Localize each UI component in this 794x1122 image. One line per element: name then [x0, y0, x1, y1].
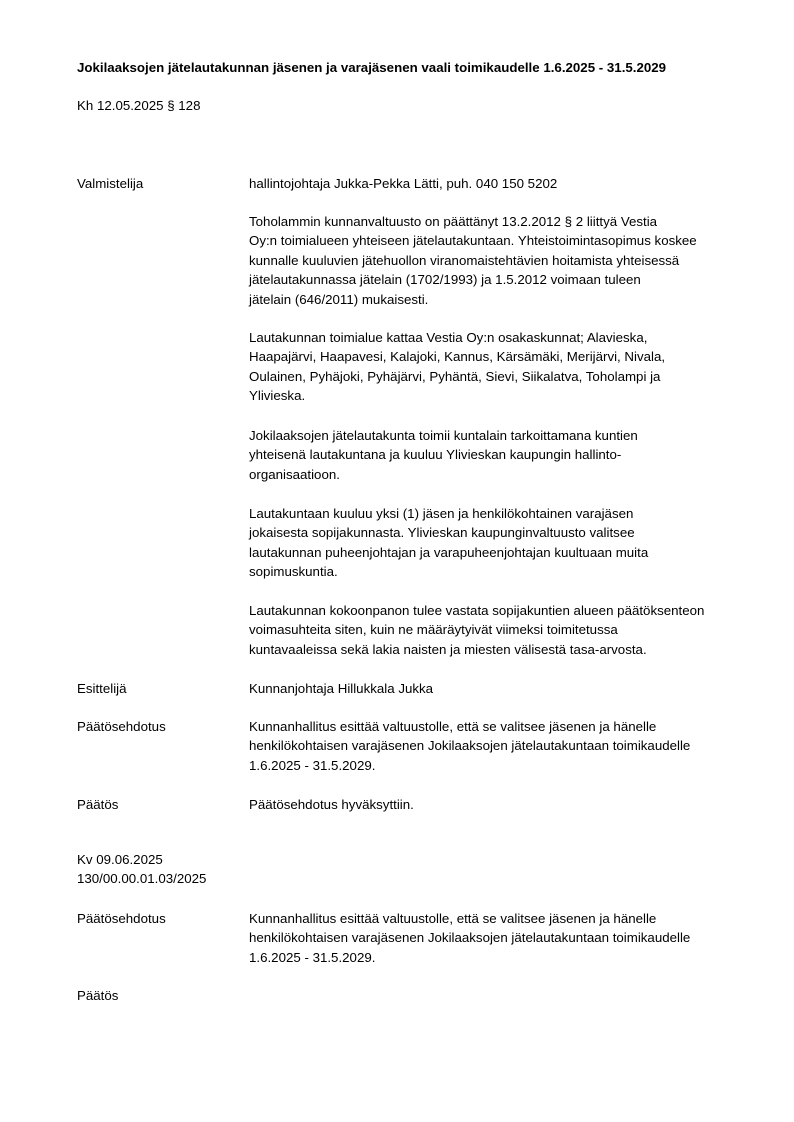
paragraph-line: jätelain (646/2011) mukaisesti.: [249, 291, 429, 307]
kh-paatosehdotus-label: Päätösehdotus: [77, 719, 166, 734]
paragraph-line: Haapajärvi, Haapavesi, Kalajoki, Kannus, Kärsämäki, Merijärvi, Nivala,: [249, 349, 666, 365]
paragraph-line: Ylivieska.: [249, 388, 306, 404]
paragraph-line: Toholammin kunnanvaltuusto on päättänyt 13.2.2012 § 2 liittyä Vestia: [249, 214, 658, 229]
kv-paatos-label: Päätös: [77, 988, 119, 1003]
kv-paatosehdotus-text: [249, 909, 754, 967]
paragraph-line: Oulainen, Pyhäjoki, Pyhäjärvi, Pyhäntä, Sievi, Siikalatva, Toholampi ja: [249, 368, 661, 384]
paragraph-3: [249, 426, 754, 484]
valmistelija-label: Valmistelija: [77, 176, 144, 191]
paragraph-line: yhteisenä lautakuntana ja kuuluu Ylivieskan kaupungin hallinto-: [249, 447, 622, 463]
document-title: Jokilaaksojen jätelautakunnan jäsenen ja varajäsenen vaali toimikaudelle 1.6.2025 - 31.5.2029: [77, 60, 667, 75]
paragraph-line: organisaatioon.: [249, 466, 340, 482]
paragraph-line: Lautakunnan kokoonpanon tulee vastata sopijakuntien alueen päätöksenteon: [249, 603, 705, 618]
esittelija-value: Kunnanjohtaja Hillukkala Jukka: [249, 681, 434, 696]
paragraph-4: [249, 504, 754, 582]
paragraph-2: [249, 328, 754, 406]
kh-reference: Kh 12.05.2025 § 128: [77, 98, 201, 113]
paragraph-line: kunnalle kuuluvien jätehuollon viranomaistehtävien hoitamista yhteisessä: [249, 252, 680, 268]
esittelija-label: Esittelijä: [77, 681, 127, 696]
paragraph-line: 1.6.2025 - 31.5.2029.: [249, 949, 376, 965]
kh-paatosehdotus-text: [249, 717, 754, 775]
paragraph-line: lautakunnan puheenjohtajan ja varapuheenjohtajan kuultuaan muita: [249, 544, 649, 560]
paragraph-line: sopimuskuntia.: [249, 564, 338, 580]
paragraph-line: kuntavaaleissa sekä lakia naisten ja miesten välisestä tasa-arvosta.: [249, 641, 647, 657]
kv-case-number: 130/00.00.01.03/2025: [77, 871, 207, 886]
paragraph-line: henkilökohtaisen varajäsenen Jokilaaksojen jätelautakuntaan toimikaudelle: [249, 930, 691, 946]
paragraph-line: Kunnanhallitus esittää valtuustolle, että se valitsee jäsenen ja hänelle: [249, 719, 657, 734]
kh-paatos-label: Päätös: [77, 797, 119, 812]
kv-reference: Kv 09.06.2025: [77, 852, 163, 867]
kh-paatos-value: Päätösehdotus hyväksyttiin.: [249, 797, 414, 812]
paragraph-line: Lautakunnan toimialue kattaa Vestia Oy:n osakaskunnat; Alavieska,: [249, 330, 648, 345]
kv-paatosehdotus-label: Päätösehdotus: [77, 911, 166, 926]
paragraph-line: Jokilaaksojen jätelautakunta toimii kuntalain tarkoittamana kuntien: [249, 428, 638, 443]
paragraph-line: 1.6.2025 - 31.5.2029.: [249, 757, 376, 773]
valmistelija-value: hallintojohtaja Jukka-Pekka Lätti, puh. 040 150 5202: [249, 176, 558, 191]
paragraph-line: Kunnanhallitus esittää valtuustolle, että se valitsee jäsenen ja hänelle: [249, 911, 657, 926]
paragraph-5: [249, 601, 754, 659]
paragraph-line: voimasuhteita siten, kuin ne määräytyivät viimeksi toimitetussa: [249, 622, 618, 638]
paragraph-line: henkilökohtaisen varajäsenen Jokilaaksojen jätelautakuntaan toimikaudelle: [249, 738, 691, 754]
paragraph-1: [249, 212, 754, 309]
paragraph-line: Oy:n toimialueen yhteiseen jätelautakuntaan. Yhteistoimintasopimus koskee: [249, 233, 697, 249]
paragraph-line: jätelautakunnassa jätelain (1702/1993) ja 1.5.2012 voimaan tuleen: [249, 272, 641, 288]
paragraph-line: jokaisesta sopijakunnasta. Ylivieskan kaupunginvaltuusto valitsee: [249, 525, 635, 541]
paragraph-line: Lautakuntaan kuuluu yksi (1) jäsen ja henkilökohtainen varajäsen: [249, 506, 634, 521]
